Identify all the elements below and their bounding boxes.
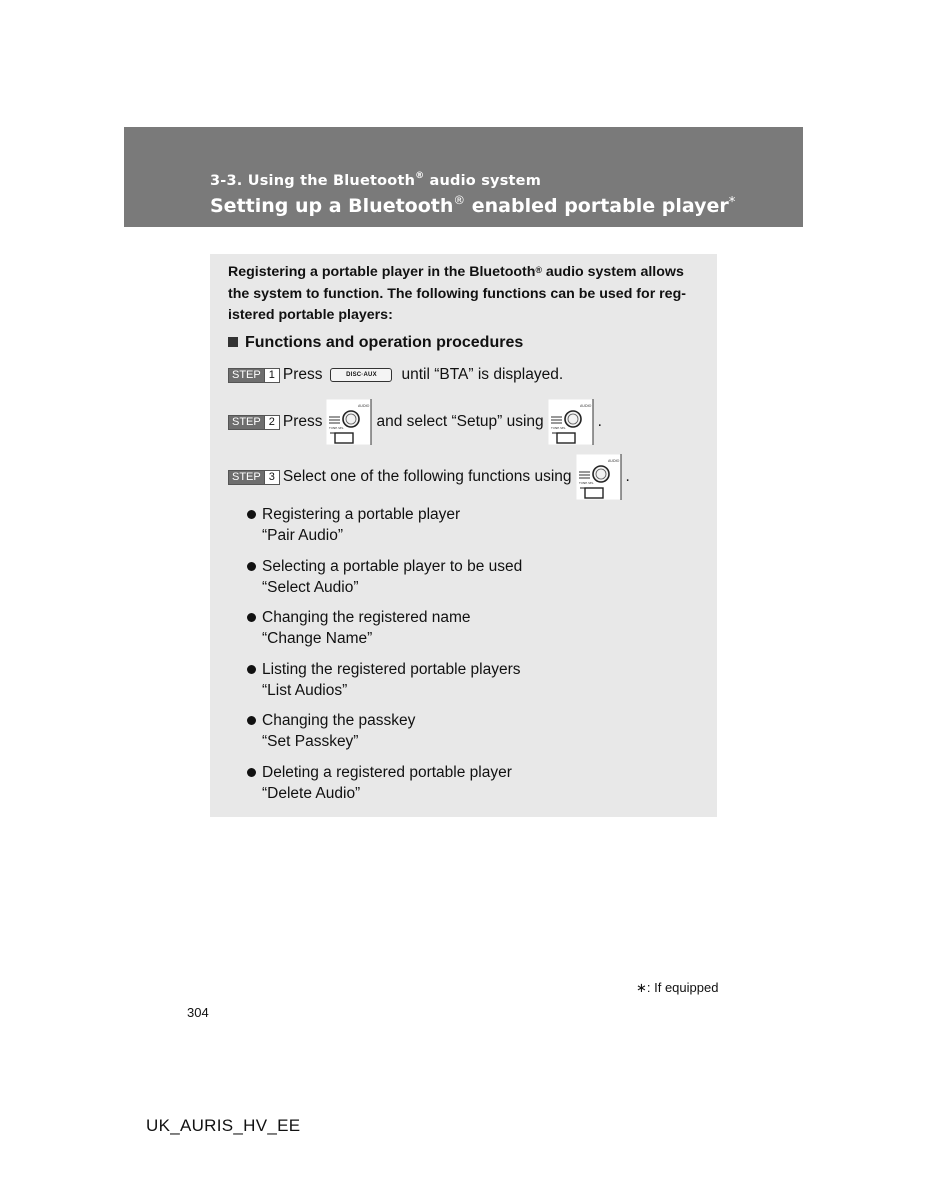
bullet-dot-icon — [247, 665, 256, 674]
svg-text:TUNE·SEL: TUNE·SEL — [550, 426, 566, 430]
tune-select-knob-icon — [576, 454, 622, 500]
intro-text: Registering a portable player in the Bluetooth® audio system allows the system to function. The following functions can be used for reg-istered portable players: — [228, 264, 686, 323]
svg-text:TUNE·SEL: TUNE·SEL — [578, 481, 594, 485]
square-bullet-icon — [228, 337, 238, 347]
svg-text:AUDIO: AUDIO — [358, 404, 370, 408]
footnote: ∗: If equipped — [636, 980, 719, 995]
list-item: Selecting a portable player to be used “Select Audio” — [247, 556, 687, 598]
functions-list — [247, 504, 687, 814]
section-label: 3-3. Using the Bluetooth® audio system — [210, 171, 541, 189]
document-code: UK_AURIS_HV_EE — [146, 1116, 301, 1135]
svg-text:AUDIO: AUDIO — [579, 404, 592, 408]
page-number: 304 — [187, 1005, 209, 1020]
list-item: Registering a portable player “Pair Audio” — [247, 504, 687, 546]
page-title: Setting up a Bluetooth® enabled portable player* — [210, 192, 736, 217]
svg-text:AUDIO: AUDIO — [607, 459, 619, 463]
list-item: Listing the registered portable players “List Audios” — [247, 659, 687, 701]
bullet-dot-icon — [247, 716, 256, 725]
bullet-dot-icon — [247, 768, 256, 777]
svg-text:TUNE·SEL: TUNE·SEL — [329, 426, 345, 430]
bullet-dot-icon — [247, 613, 256, 622]
step-badge: STEP 1 — [228, 368, 280, 383]
functions-heading: Functions and operation procedures — [228, 334, 523, 352]
step-3: STEP 3 Select one of the following functions using AUDIO TUNE·SEL . — [228, 454, 630, 500]
disc-aux-button-icon: DISC·AUX — [330, 368, 392, 382]
bullet-dot-icon — [247, 562, 256, 571]
list-item: Deleting a registered portable player “Delete Audio” — [247, 762, 687, 804]
step-badge: STEP 2 — [228, 415, 280, 430]
bullet-dot-icon — [247, 510, 256, 519]
step-1: STEP 1 Press DISC·AUX until “BTA” is displayed. — [228, 366, 563, 384]
step-badge: STEP 3 — [228, 470, 280, 485]
step-2: STEP 2 Press AUDIO TUNE·SEL and select “Setup” using AUDIO TUNE·SEL . — [228, 399, 602, 445]
tune-select-knob-icon — [326, 399, 372, 445]
list-item: Changing the passkey “Set Passkey” — [247, 710, 687, 752]
list-item: Changing the registered name “Change Name” — [247, 607, 687, 649]
tune-select-knob-icon — [548, 399, 594, 445]
